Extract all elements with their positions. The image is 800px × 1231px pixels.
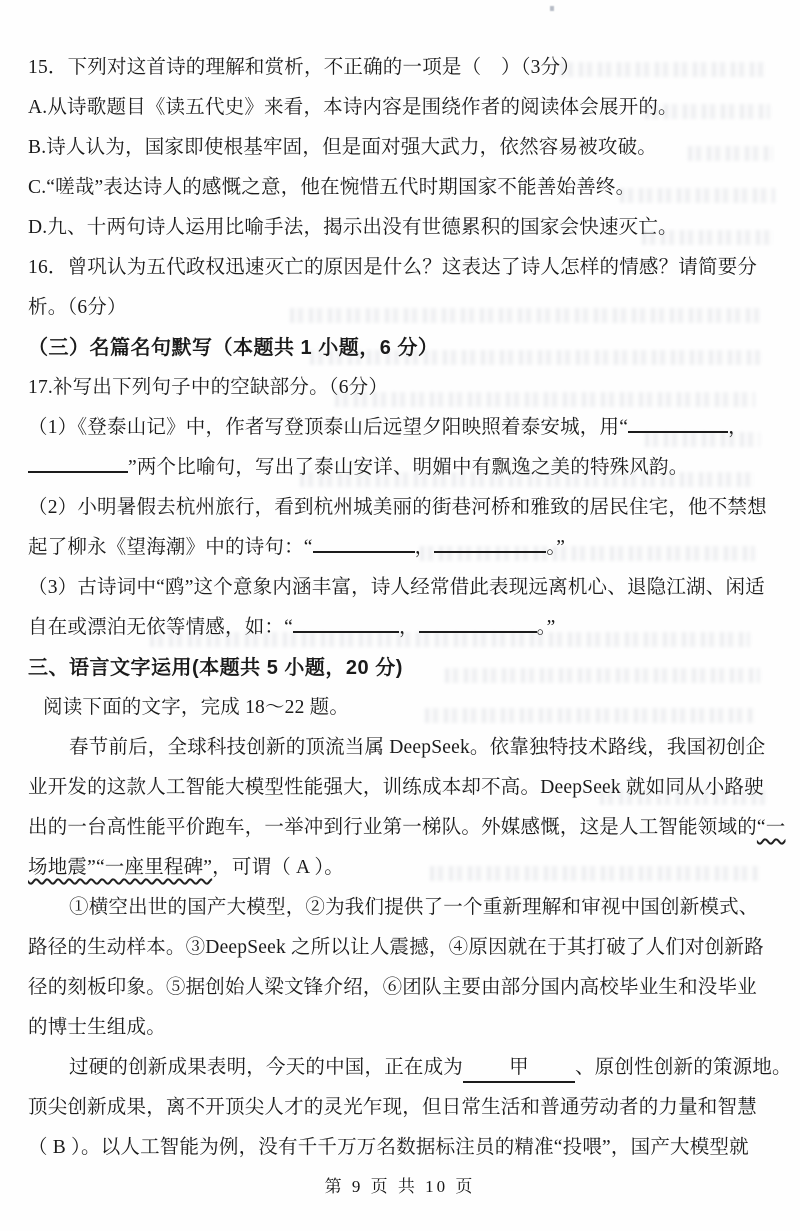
passage-para-1-line-1	[28, 728, 774, 768]
section-3-heading	[28, 328, 774, 368]
document-lines	[28, 48, 792, 1168]
text-segment: D.九、十两句诗人运用比喻手法，揭示出没有世德累积的国家会快速灭亡。	[28, 217, 678, 238]
text-segment: 析。（6分）	[28, 297, 127, 318]
text-segment: 过硬的创新成果表明，今天的中国，正在成为	[69, 1057, 464, 1078]
section-language-use-heading	[28, 648, 774, 688]
text-segment: 、原创性创新的策源地。	[575, 1057, 792, 1078]
answer-blank-label: 甲	[463, 1055, 575, 1083]
text-segment: （1）《登泰山记》中，作者写登顶泰山后远望夕阳映照着泰安城，用“	[28, 417, 629, 438]
q17-item-3-line-2	[28, 608, 774, 648]
text-segment: 阅读下面的文字，完成 18～22 题。	[43, 697, 350, 718]
text-segment: A.从诗歌题目《读五代史》来看，本诗内容是围绕作者的阅读体会展开的。	[28, 97, 678, 118]
passage-para-2-line-4	[28, 1008, 774, 1048]
passage-para-1-line-3	[28, 808, 786, 848]
text-segment: 16．曾巩认为五代政权迅速灭亡的原因是什么？这表达了诗人怎样的情感？请简要分	[28, 257, 758, 278]
text-segment: ，	[414, 537, 435, 558]
text-segment: 自在或漂泊无依等情感，如：“	[28, 617, 293, 638]
text-segment: 径的刻板印象。⑤据创始人梁文锋介绍，⑥团队主要由部分国内高校毕业生和没毕业	[28, 977, 757, 998]
page-footer: 第 9 页 共 10 页	[324, 1177, 476, 1196]
q15-stem	[28, 48, 774, 88]
text-segment: （2）小明暑假去杭州旅行，看到杭州城美丽的街巷河桥和雅致的居民住宅，他不禁想	[28, 497, 767, 518]
answer-blank	[434, 532, 546, 553]
q17-item-3-line-1	[28, 568, 774, 608]
text-segment: ，	[728, 417, 748, 438]
wavy-underline-text: 场地震”“一座里程碑”	[28, 857, 213, 878]
text-segment: 三、语言文字运用(本题共 5 小题，20 分)	[28, 657, 403, 679]
text-segment: 顶尖创新成果，离不开顶尖人才的灵光乍现，但日常生活和普通劳动者的力量和智慧	[28, 1097, 757, 1118]
answer-blank	[628, 412, 728, 433]
text-segment: ，可谓（ A ）。	[212, 857, 344, 878]
text-segment: 春节前后，全球科技创新的顶流当属 DeepSeek。依靠独特技术路线，我国初创企	[69, 737, 766, 758]
q17-stem	[28, 368, 774, 408]
answer-blank	[28, 452, 128, 473]
wavy-underline-text: “一	[756, 817, 786, 838]
passage-para-3-line-3	[28, 1128, 774, 1168]
text-segment: 路径的生动样本。③DeepSeek 之所以让人震撼，④原因就在于其打破了人们对创新路	[28, 937, 764, 958]
q17-item-1-line-2	[28, 448, 774, 488]
q17-item-2-line-1	[28, 488, 774, 528]
text-segment: 起了柳永《望海潮》中的诗句：“	[28, 537, 313, 558]
text-segment: （3）古诗词中“鸥”这个意象内涵丰富，诗人经常借此表现远离机心、退隐江湖、闲适	[28, 577, 765, 598]
q15-option-c	[28, 168, 774, 208]
text-segment: ”两个比喻句，写出了泰山安详、明媚中有飘逸之美的特殊风韵。	[128, 457, 689, 478]
text-segment: 业开发的这款人工智能大模型性能强大，训练成本却不高。DeepSeek 就如同从小路驶	[28, 777, 764, 798]
passage-para-3-line-2	[28, 1088, 774, 1128]
text-segment: 的博士生组成。	[28, 1017, 166, 1038]
passage-para-2-line-2	[28, 928, 774, 968]
passage-para-1-line-2	[28, 768, 774, 808]
answer-blank	[313, 532, 415, 553]
text-segment: 出的一台高性能平价跑车，一举冲到行业第一梯队。外媒感慨，这是人工智能领域的	[28, 817, 757, 838]
passage-para-2-line-1	[28, 888, 774, 928]
passage-para-3-line-1	[28, 1048, 792, 1088]
text-segment: 15．下列对这首诗的理解和赏析，不正确的一项是（ ）（3分）	[28, 57, 581, 78]
text-segment: ，	[398, 617, 419, 638]
answer-blank	[293, 612, 399, 633]
passage-para-1-line-4	[28, 848, 774, 888]
passage-para-2-line-3	[28, 968, 774, 1008]
q16-stem-line-2	[28, 288, 774, 328]
q15-option-d	[28, 208, 774, 248]
q16-stem-line-1	[28, 248, 774, 288]
text-segment: 。”	[546, 537, 566, 558]
text-segment: 。”	[536, 617, 556, 638]
text-segment: C.“嗟哉”表达诗人的感慨之意，他在惋惜五代时期国家不能善始善终。	[28, 177, 636, 198]
reading-instruction	[28, 688, 774, 728]
q17-item-1-line-1	[28, 408, 774, 448]
text-segment: （三）名篇名句默写（本题共 1 小题，6 分）	[28, 337, 439, 359]
q15-option-b	[28, 128, 774, 168]
text-segment: B.诗人认为，国家即使根基牢固，但是面对强大武力，依然容易被攻破。	[28, 137, 657, 158]
q17-item-2-line-2	[28, 528, 774, 568]
text-segment: （ B ）。以人工智能为例，没有千千万万名数据标注员的精准“投喂”，国产大模型就	[28, 1137, 749, 1158]
text-segment: 17.补写出下列句子中的空缺部分。（6分）	[28, 377, 389, 398]
scan-speck	[550, 6, 554, 11]
answer-blank	[419, 612, 537, 633]
text-segment: ①横空出世的国产大模型，②为我们提供了一个重新理解和审视中国创新模式、	[69, 897, 759, 918]
q15-option-a	[28, 88, 774, 128]
